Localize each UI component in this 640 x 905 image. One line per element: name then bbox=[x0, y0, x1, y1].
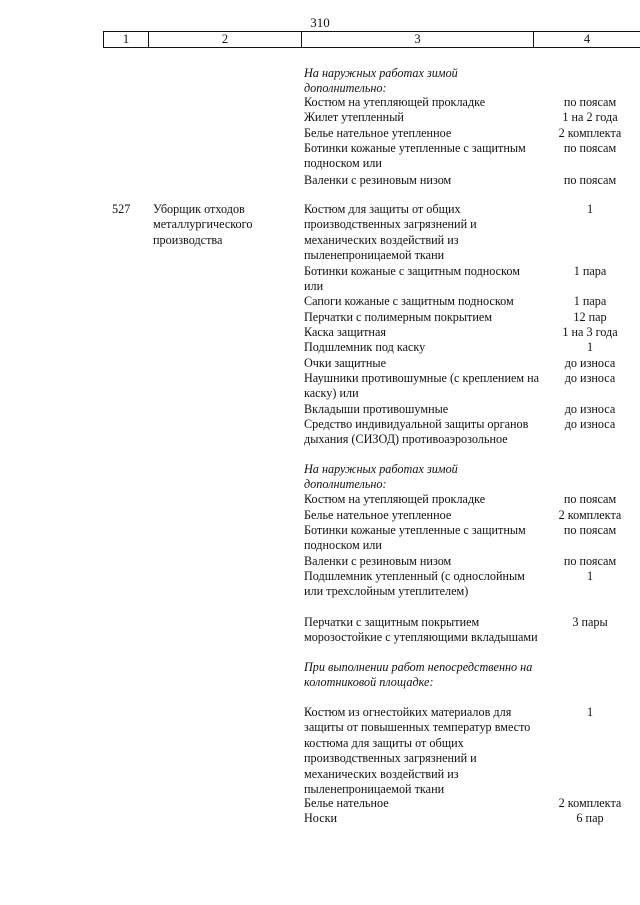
norm-quantity: до износа bbox=[564, 402, 616, 416]
norm-quantity: 1 пара bbox=[573, 294, 607, 308]
norm-quantity: по поясам bbox=[563, 554, 617, 568]
item-number: 527 bbox=[112, 202, 131, 216]
norm-quantity: 1 bbox=[586, 705, 594, 719]
ppe-item: На наружных работах зимой дополнительно: bbox=[304, 66, 458, 96]
norm-quantity: до износа bbox=[564, 417, 616, 431]
ppe-item: Валенки с резиновым низом bbox=[304, 173, 452, 187]
ppe-item: Перчатки с защитным покрытием морозостойкие с утепляющими вкладышами bbox=[304, 615, 538, 645]
norm-quantity: 6 пар bbox=[576, 811, 604, 825]
ppe-item: Перчатки с полимерным покрытием bbox=[304, 310, 493, 324]
norm-quantity: по поясам bbox=[563, 492, 617, 506]
norm-quantity: 1 на 3 года bbox=[562, 325, 618, 339]
ppe-item: Ботинки кожаные утепленные с защитным подноском или bbox=[304, 523, 526, 553]
norm-quantity: по поясам bbox=[563, 95, 617, 109]
ppe-item: На наружных работах зимой дополнительно: bbox=[304, 462, 458, 492]
ppe-item: Белье нательное утепленное bbox=[304, 126, 452, 140]
ppe-item: Костюм на утепляющей прокладке bbox=[304, 95, 486, 109]
ppe-item: Подшлемник под каску bbox=[304, 340, 426, 354]
header-col-3: 3 bbox=[301, 32, 533, 47]
ppe-item: Наушники противошумные (с креплением на каску) или bbox=[304, 371, 540, 401]
ppe-item: Костюм из огнестойких материалов для защиты от повышенных температур вместо костюма для защиты от общих производственных загрязнений и механических воздействий из пыленепроницаемой ткани bbox=[304, 705, 531, 797]
ppe-item: Валенки с резиновым низом bbox=[304, 554, 452, 568]
norm-quantity: 2 комплекта bbox=[558, 796, 622, 810]
ppe-item: Носки bbox=[304, 811, 338, 825]
norm-quantity: 1 пара bbox=[573, 264, 607, 278]
norm-quantity: 1 bbox=[586, 340, 594, 354]
ppe-item: Средство индивидуальной защиты органов дыхания (СИЗОД) противоаэрозольное bbox=[304, 417, 529, 447]
ppe-item: Сапоги кожаные с защитным подноском bbox=[304, 294, 514, 308]
header-col-2: 2 bbox=[148, 32, 301, 47]
page-number: 310 bbox=[310, 15, 330, 30]
ppe-item: Ботинки кожаные с защитным подноском или bbox=[304, 264, 520, 294]
norm-quantity: по поясам bbox=[563, 141, 617, 155]
ppe-item: Очки защитные bbox=[304, 356, 386, 370]
ppe-item: При выполнении работ непосредственно на колотниковой площадке: bbox=[304, 660, 533, 690]
norm-quantity: по поясам bbox=[563, 523, 617, 537]
norm-quantity: 1 на 2 года bbox=[562, 110, 618, 124]
ppe-item: Ботинки кожаные утепленные с защитным подноском или bbox=[304, 141, 526, 171]
norm-quantity: 3 пары bbox=[572, 615, 608, 629]
ppe-item: Каска защитная bbox=[304, 325, 386, 339]
norm-quantity: 1 bbox=[586, 202, 594, 216]
ppe-item: Подшлемник утепленный (с однослойным или трехслойным утеплителем) bbox=[304, 569, 525, 599]
profession-name: Уборщик отходов металлургического производства bbox=[153, 202, 253, 247]
ppe-item: Белье нательное утепленное bbox=[304, 508, 452, 522]
norm-quantity: 2 комплекта bbox=[558, 126, 622, 140]
norm-quantity: до износа bbox=[564, 371, 616, 385]
ppe-item: Костюм для защиты от общих производственных загрязнений и механических воздействий из пыленепроницаемой ткани bbox=[304, 202, 477, 263]
norm-quantity: 12 пар bbox=[573, 310, 607, 324]
norm-quantity: 1 bbox=[586, 569, 594, 583]
norm-quantity: 2 комплекта bbox=[558, 508, 622, 522]
norm-quantity: по поясам bbox=[563, 173, 617, 187]
ppe-item: Жилет утепленный bbox=[304, 110, 404, 124]
norm-quantity: до износа bbox=[564, 356, 616, 370]
header-col-4: 4 bbox=[533, 32, 640, 47]
ppe-item: Белье нательное bbox=[304, 796, 389, 810]
header-col-1: 1 bbox=[103, 32, 148, 47]
ppe-item: Вкладыши противошумные bbox=[304, 402, 449, 416]
ppe-item: Костюм на утепляющей прокладке bbox=[304, 492, 486, 506]
